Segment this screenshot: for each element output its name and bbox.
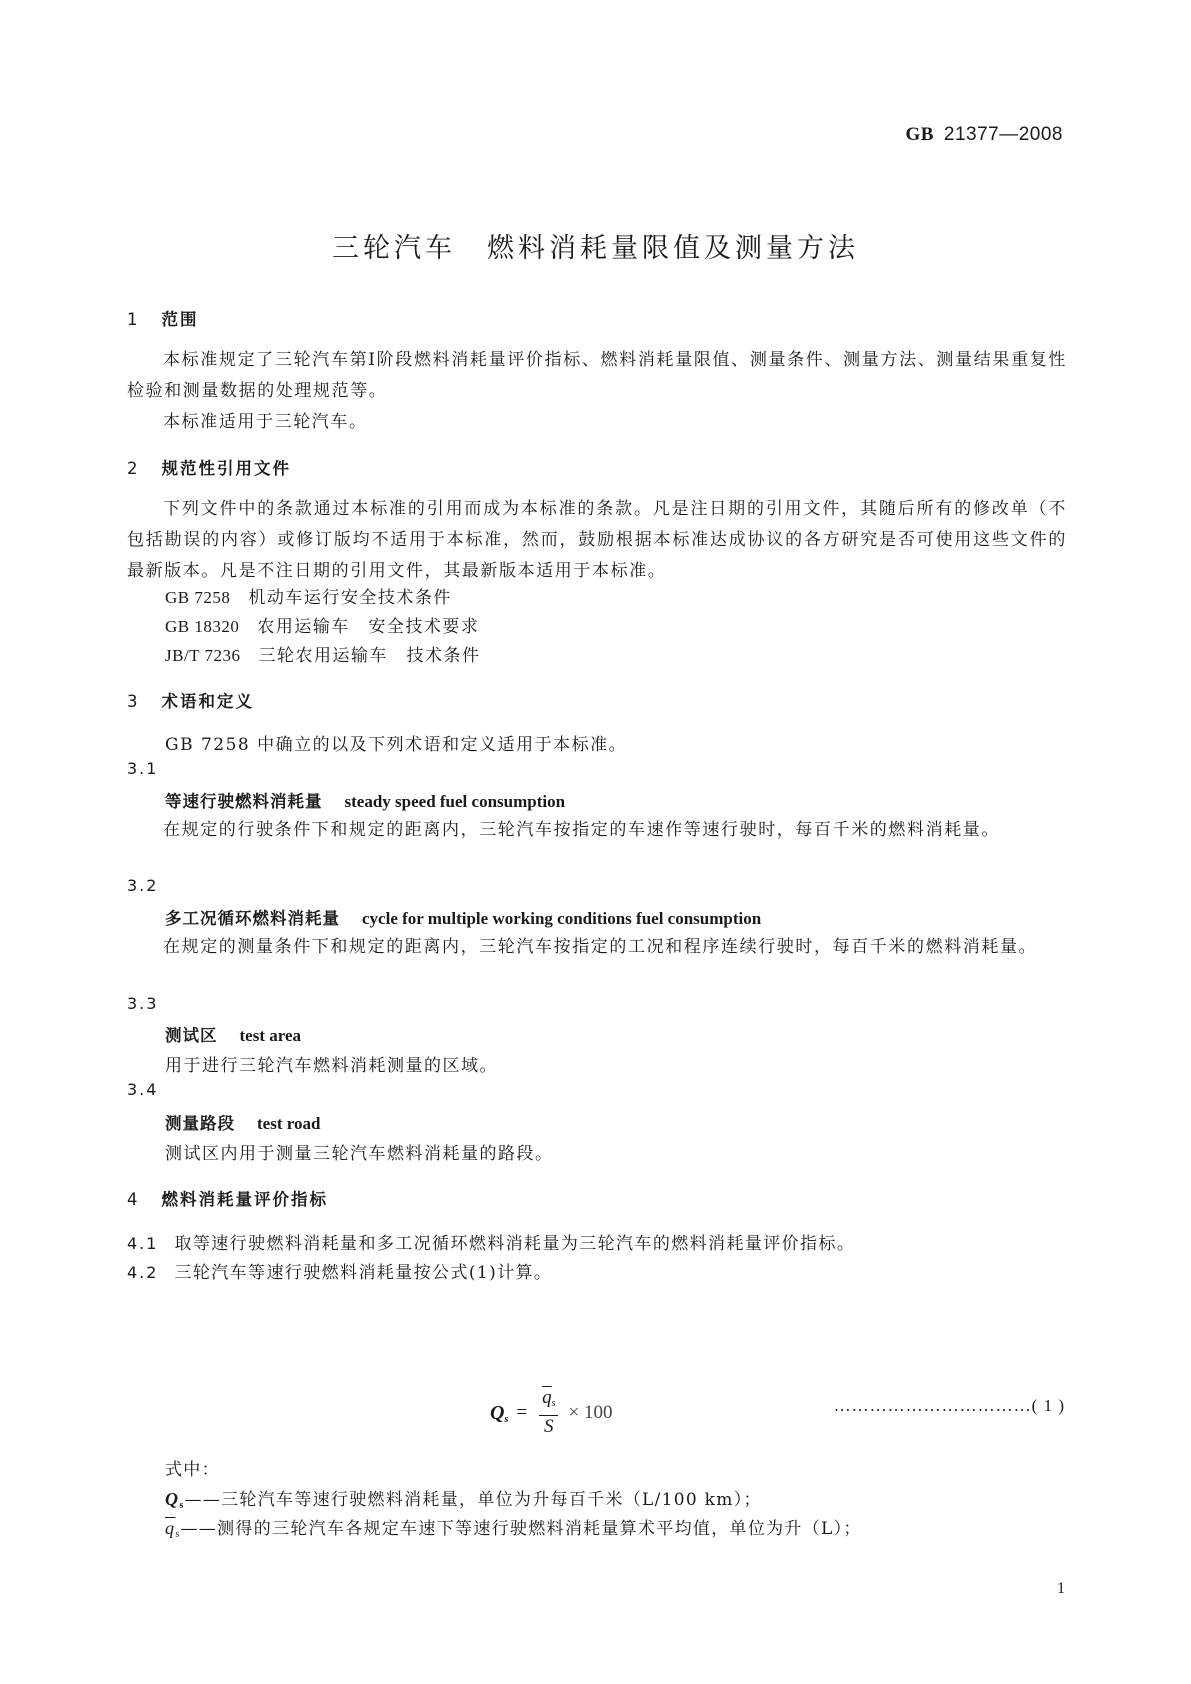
section-heading-1: [127, 306, 199, 330]
section-title: 燃料消耗量评价指标: [161, 1190, 328, 1209]
formula-fraction: [539, 1388, 558, 1438]
term-number: 3.2: [127, 876, 159, 895]
term-heading: [165, 905, 761, 929]
reference-item: [165, 612, 479, 637]
term-definition: 测试区内用于测量三轮汽车燃料消耗量的路段。: [165, 1144, 554, 1164]
page-number: 1: [1057, 1580, 1065, 1597]
symbol: $\overline{q}_s$: [165, 1518, 181, 1540]
formula-multiplier: × 100: [568, 1402, 613, 1423]
term-zh: 测试区: [165, 1026, 218, 1045]
term-zh: 等速行驶燃料消耗量: [165, 792, 323, 811]
term-definition: 用于进行三轮汽车燃料消耗测量的区域。: [165, 1056, 498, 1076]
term-heading: [165, 788, 565, 812]
term-number: 3.3: [127, 994, 159, 1013]
terms-intro: GB 7258 中确立的以及下列术语和定义适用于本标准。: [165, 735, 628, 755]
scope-paragraph-1: 本标准规定了三轮汽车第Ⅰ阶段燃料消耗量评价指标、燃料消耗量限值、测量条件、测量方法、测量结果重复性检验和测量数据的处理规范等。: [127, 350, 1067, 401]
section-heading-2: [127, 455, 291, 479]
clause-4-2: [127, 1258, 552, 1283]
term-en: test area: [239, 1026, 302, 1045]
clause-number: 4.1: [127, 1234, 159, 1253]
term-heading: [165, 1022, 301, 1046]
section-number: 4: [127, 1190, 140, 1209]
equation-number: [834, 1396, 1065, 1416]
section-title: 范围: [161, 310, 199, 329]
section-title: 规范性引用文件: [161, 459, 291, 478]
equation-label: ( 1 ): [1031, 1396, 1065, 1415]
term-zh: 测量路段: [165, 1114, 235, 1133]
formula-denominator: S: [544, 1416, 554, 1437]
symbol-description: ——测得的三轮汽车各规定车速下等速行驶燃料消耗量算术平均值，单位为升（L）；: [180, 1519, 862, 1539]
section-heading-3: [127, 688, 254, 712]
standard-number: 21377—2008: [943, 124, 1063, 145]
symbol-definition: [165, 1485, 762, 1511]
standard-code: [905, 124, 1063, 146]
formula-equals: =: [516, 1402, 528, 1423]
symbol-definition: [165, 1514, 862, 1540]
section-title: 术语和定义: [161, 692, 254, 711]
symbol-description: ——三轮汽车等速行驶燃料消耗量，单位为升每百千米（L/100 km）；: [184, 1490, 762, 1510]
section-number: 1: [127, 310, 140, 329]
section-number: 2: [127, 459, 140, 478]
term-number: 3.4: [127, 1080, 159, 1099]
clause-4-1: [127, 1229, 855, 1254]
reference-title: 三轮农用运输车 技术条件: [258, 646, 481, 666]
reference-code: JB/T 7236: [165, 646, 241, 665]
clause-text: 取等速行驶燃料消耗量和多工况循环燃料消耗量为三轮汽车的燃料消耗量评价指标。: [174, 1234, 856, 1254]
section-number: 3: [127, 692, 140, 711]
formula-numerator: $\overline{q}_s$: [539, 1388, 558, 1416]
formula-lhs: $Q_s$: [490, 1401, 509, 1425]
document-title: 三轮汽车 燃料消耗量限值及测量方法: [332, 233, 859, 264]
term-number: 3.1: [127, 759, 159, 778]
term-definition: 在规定的行驶条件下和规定的距离内，三轮汽车按指定的车速作等速行驶时，每百千米的燃料消耗量。: [163, 820, 1000, 840]
clause-text: 三轮汽车等速行驶燃料消耗量按公式(1)计算。: [174, 1263, 553, 1283]
scope-paragraph-2: 本标准适用于三轮汽车。: [163, 412, 368, 432]
reference-code: GB 7258: [165, 588, 231, 607]
symbol: $Q_s$: [165, 1489, 185, 1511]
term-definition: 在规定的测量条件下和规定的距离内，三轮汽车按指定的工况和程序连续行驶时，每百千米的燃料消耗量。: [163, 937, 1038, 957]
reference-title: 机动车运行安全技术条件: [248, 588, 452, 608]
reference-code: GB 18320: [165, 617, 240, 636]
term-zh: 多工况循环燃料消耗量: [165, 909, 340, 928]
where-label: 式中：: [165, 1460, 220, 1480]
reference-title: 农用运输车 安全技术要求: [257, 617, 480, 637]
term-en: cycle for multiple working conditions fuel consumption: [362, 909, 762, 928]
leader-dots: ……………………………: [833, 1396, 1032, 1415]
term-heading: [165, 1110, 320, 1134]
normative-refs-paragraph: 下列文件中的条款通过本标准的引用而成为本标准的条款。凡是注日期的引用文件，其随后所有的修改单（不包括勘误的内容）或修订版均不适用于本标准，然而，鼓励根据本标准达成协议的各方研究是否可使用这些文件的最新版本。凡是不注日期的引用文件，其最新版本适用于本标准。: [127, 499, 1067, 581]
section-heading-4: [127, 1186, 328, 1210]
formula-1: [490, 1388, 612, 1438]
term-en: steady speed fuel consumption: [344, 792, 566, 811]
term-en: test road: [257, 1114, 321, 1133]
standard-prefix: GB: [905, 124, 934, 145]
reference-item: [165, 641, 481, 666]
clause-number: 4.2: [127, 1263, 159, 1282]
reference-item: [165, 583, 452, 608]
